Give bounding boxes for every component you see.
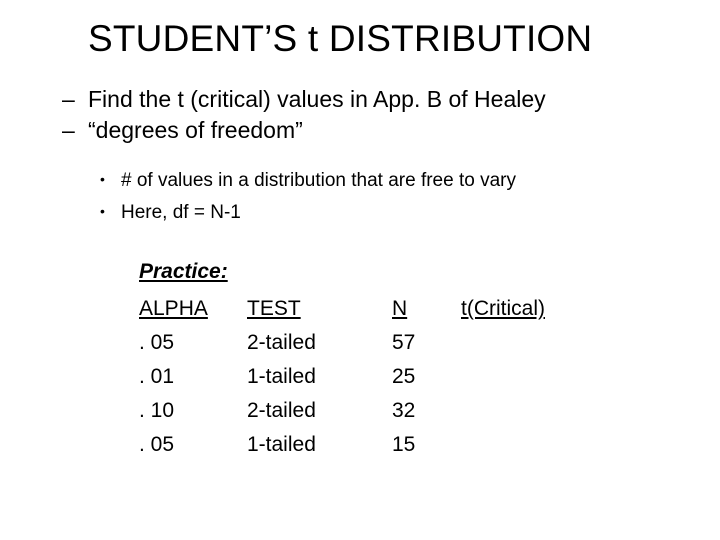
cell-alpha: . 01 bbox=[139, 365, 175, 388]
cell-alpha: . 05 bbox=[139, 433, 175, 456]
practice-label: Practice: bbox=[139, 260, 228, 283]
bullet-marker: • bbox=[100, 203, 105, 219]
header-n: N bbox=[392, 297, 408, 320]
bullet-item-definition bbox=[100, 164, 516, 196]
cell-alpha: . 10 bbox=[139, 399, 175, 422]
bullet-marker: • bbox=[100, 171, 105, 187]
cell-n: 15 bbox=[392, 433, 416, 456]
bullet-list bbox=[100, 164, 516, 228]
cell-test: 1-tailed bbox=[247, 433, 316, 456]
header-test: TEST bbox=[247, 297, 301, 320]
header-alpha: ALPHA bbox=[139, 297, 208, 320]
dash-item-degrees-of-freedom bbox=[62, 115, 546, 146]
header-tcrit: t(Critical) bbox=[461, 297, 545, 320]
cell-alpha: . 05 bbox=[139, 331, 175, 354]
cell-test: 1-tailed bbox=[247, 365, 316, 388]
dash-item-text: “degrees of freedom” bbox=[88, 117, 303, 143]
dash-list bbox=[62, 84, 546, 146]
bullet-item-text: # of values in a distribution that are free to vary bbox=[121, 170, 516, 191]
slide-title: STUDENT’S t DISTRIBUTION bbox=[88, 18, 593, 59]
dash-marker: – bbox=[62, 86, 75, 112]
bullet-item-df-formula bbox=[100, 196, 516, 228]
dash-marker: – bbox=[62, 117, 75, 143]
cell-n: 25 bbox=[392, 365, 416, 388]
dash-item-text: Find the t (critical) values in App. B of Healey bbox=[88, 86, 546, 112]
cell-test: 2-tailed bbox=[247, 399, 316, 422]
cell-n: 57 bbox=[392, 331, 416, 354]
cell-n: 32 bbox=[392, 399, 416, 422]
dash-item-appendix bbox=[62, 84, 546, 115]
cell-test: 2-tailed bbox=[247, 331, 316, 354]
bullet-item-text: Here, df = N-1 bbox=[121, 202, 241, 223]
